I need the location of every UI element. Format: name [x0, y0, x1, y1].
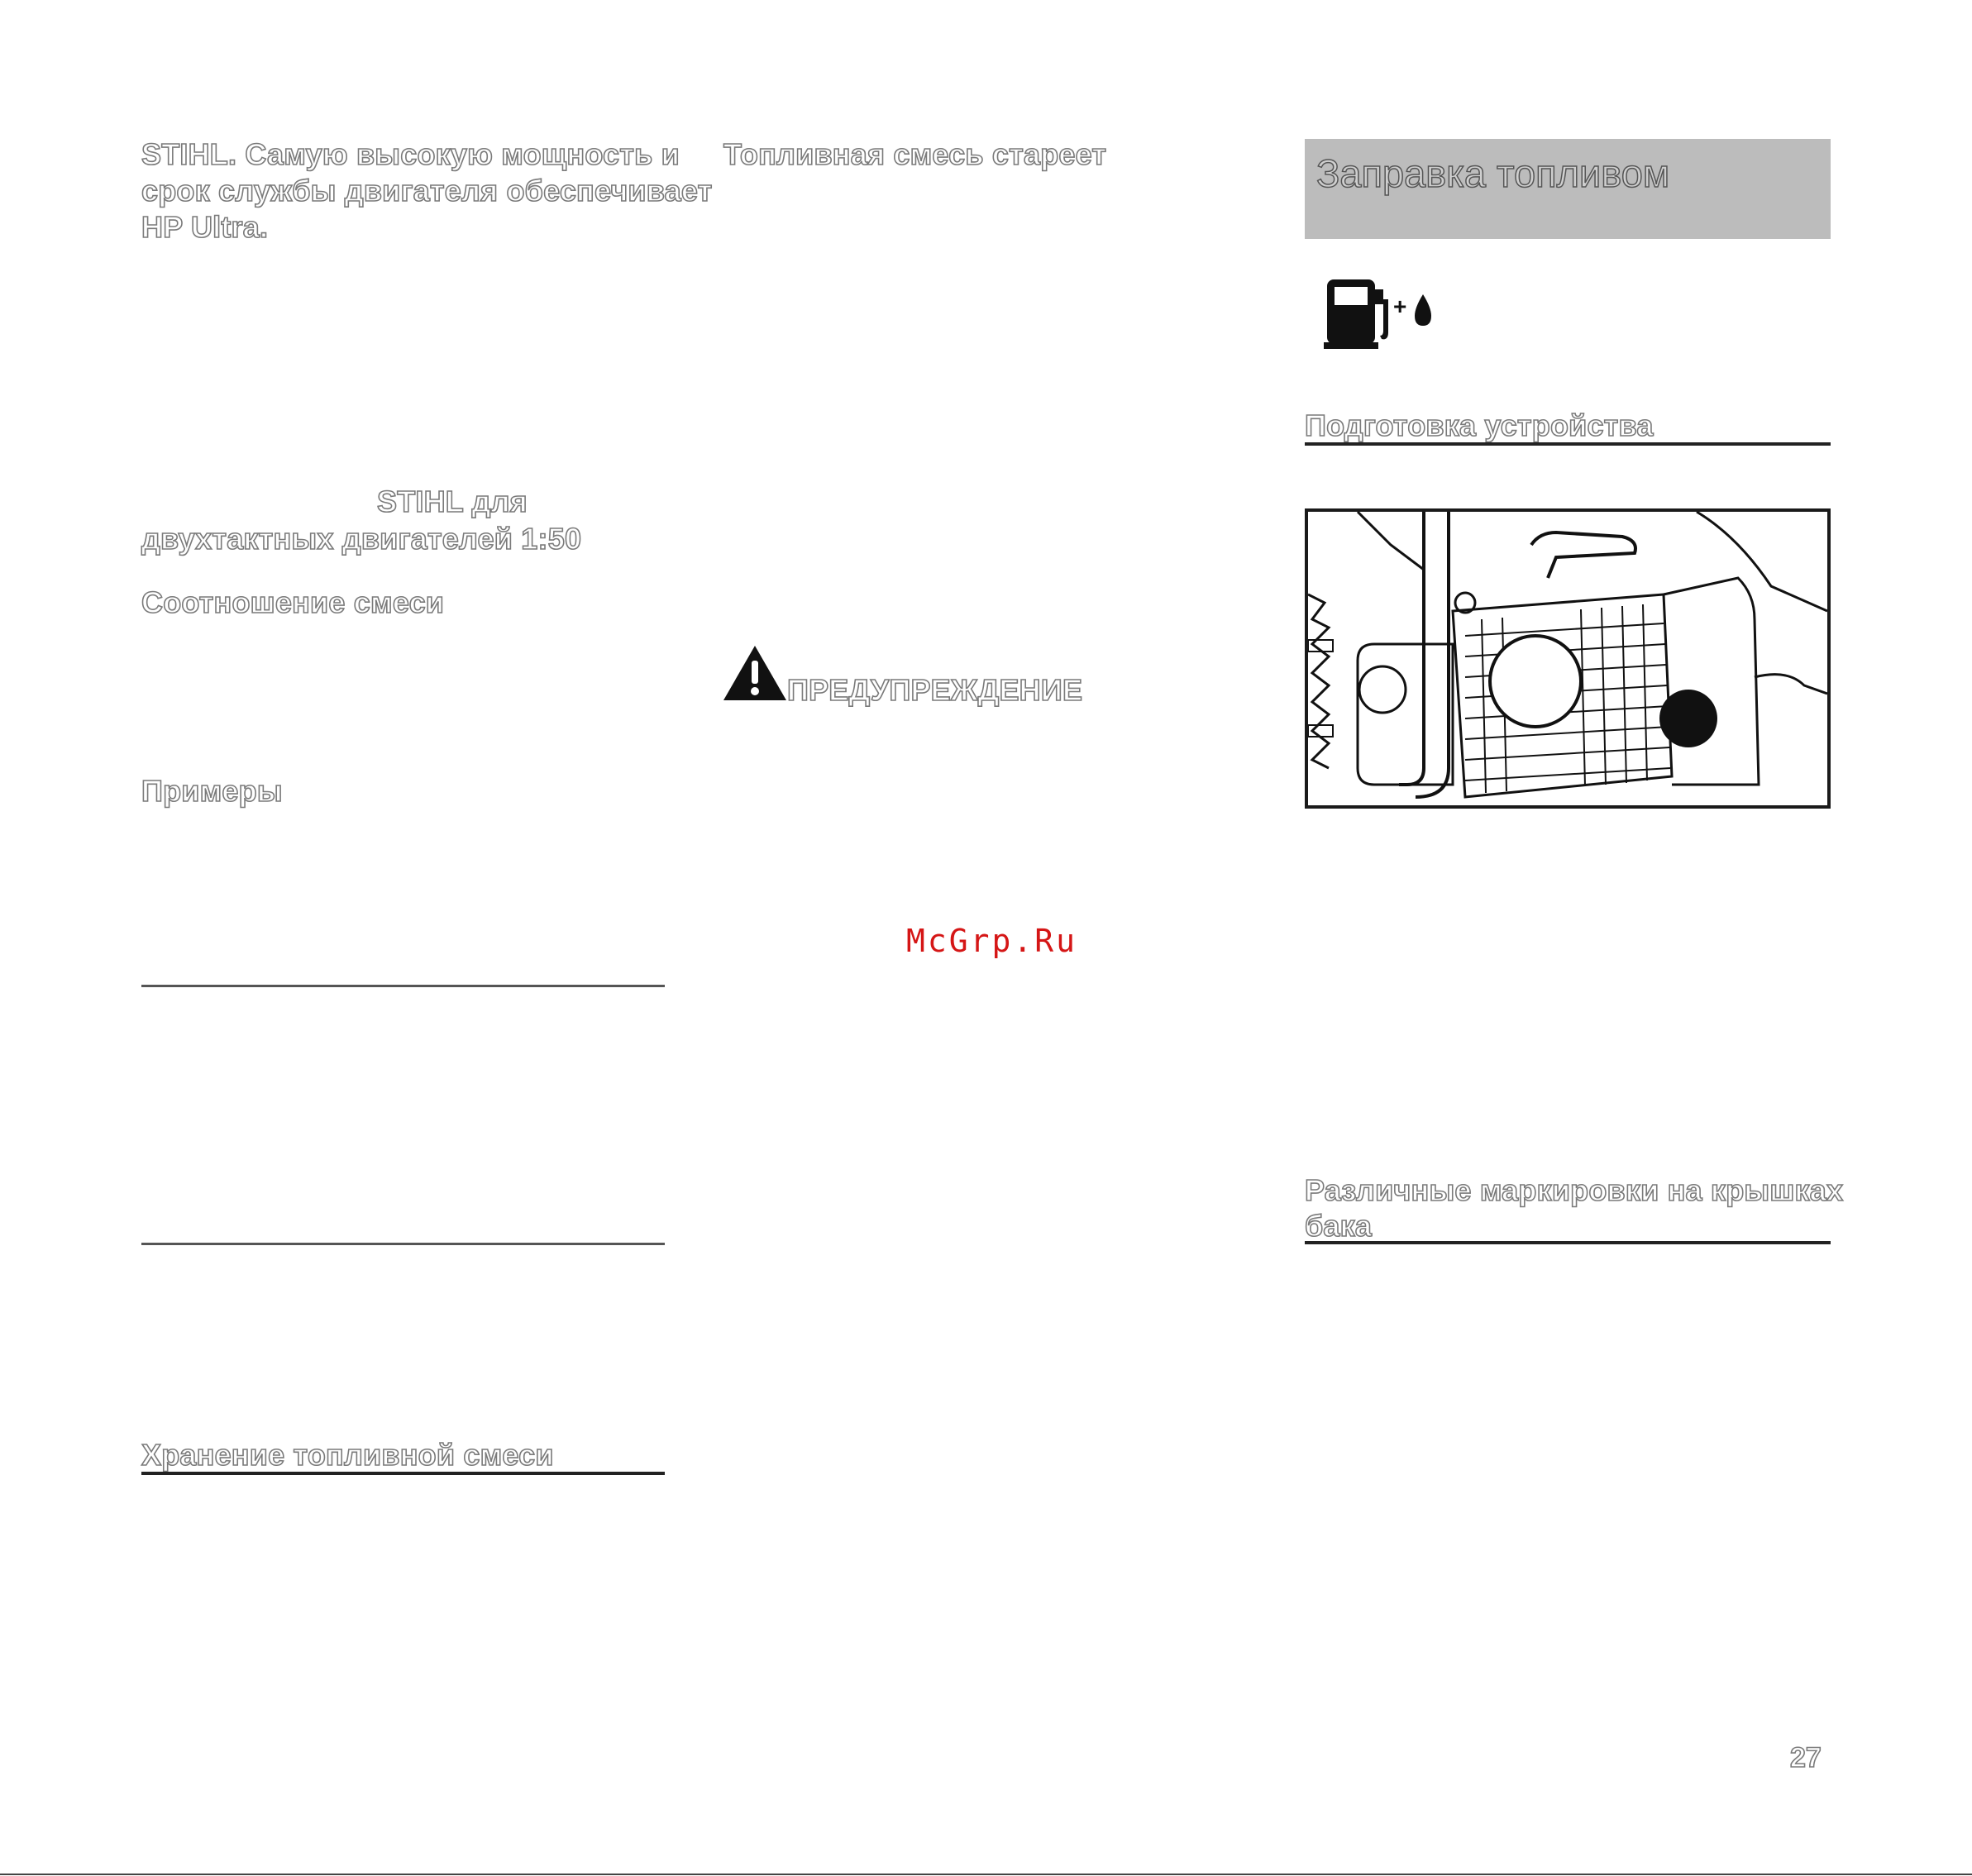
fuel-pump-plus-oil-drop-icon [1324, 274, 1440, 352]
stihl-paragraph-line-3: HP Ultra. [141, 210, 269, 244]
stihl-paragraph-line-1: STIHL. Самую высокую мощность и [141, 137, 680, 171]
tank-markings-heading-line-2: бака [1305, 1209, 1373, 1243]
warning-label: ПРЕДУПРЕЖДЕНИЕ [787, 673, 1083, 707]
tank-markings-underline [1305, 1241, 1831, 1244]
page-number: 27 [1790, 1742, 1822, 1773]
oil-spec-line-1: STIHL для [377, 485, 528, 518]
prepare-heading-underline [1305, 442, 1831, 446]
watermark: McGrp.Ru [906, 923, 1078, 959]
mix-ratio-heading: Соотношение смеси [141, 585, 445, 619]
stihl-paragraph-line-2: срок службы двигателя обеспечивает [141, 174, 713, 208]
table-rule-top [141, 985, 665, 987]
chainsaw-illustration [1305, 508, 1831, 809]
warning-triangle-icon [722, 644, 788, 702]
fuel-aging-heading: Топливная смесь стареет [723, 137, 1107, 171]
tank-markings-heading-line-1: Различные маркировки на крышках [1305, 1173, 1844, 1207]
svg-text:+: + [1393, 294, 1407, 319]
section-title: Заправка топливом [1316, 151, 1670, 195]
examples-heading: Примеры [141, 774, 283, 808]
storage-heading: Хранение топливной смеси [141, 1438, 554, 1472]
table-rule-bottom [141, 1243, 665, 1245]
page-bottom-edge [0, 1874, 1972, 1875]
section-title-banner [1305, 139, 1831, 239]
prepare-device-heading: Подготовка устройства [1305, 408, 1654, 442]
storage-heading-underline [141, 1472, 665, 1475]
oil-spec-line-2: двухтактных двигателей 1:50 [141, 522, 582, 556]
